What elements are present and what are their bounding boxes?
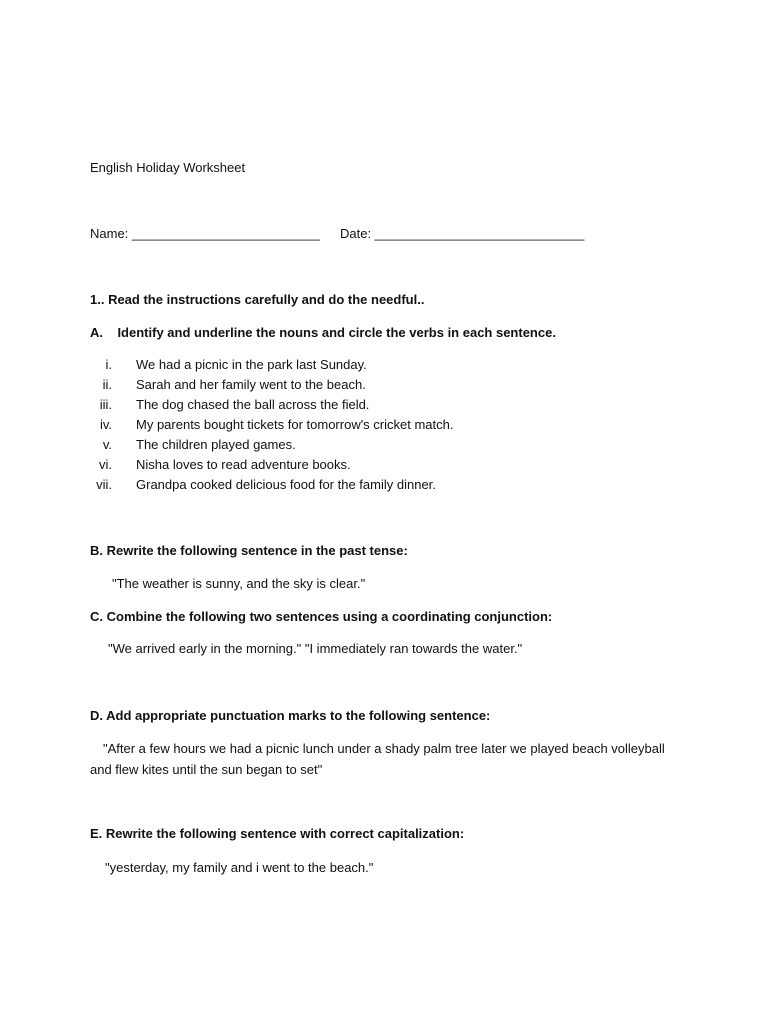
list-sentence: Sarah and her family went to the beach. bbox=[136, 377, 366, 392]
list-numeral: iii. bbox=[99, 397, 112, 412]
section-d-heading: D. Add appropriate punctuation marks to the following sentence: bbox=[90, 708, 491, 723]
list-numeral: vi. bbox=[99, 457, 112, 472]
list-sentence: We had a picnic in the park last Sunday. bbox=[136, 357, 367, 372]
list-sentence: Grandpa cooked delicious food for the family dinner. bbox=[136, 477, 436, 492]
date-field: Date: _____________________________ bbox=[340, 226, 585, 241]
list-sentence: The children played games. bbox=[136, 437, 296, 452]
list-numeral: i. bbox=[105, 357, 112, 372]
list-numeral: ii. bbox=[102, 377, 112, 392]
worksheet-title: English Holiday Worksheet bbox=[90, 160, 246, 175]
section-c-sentence: "We arrived early in the morning." "I immediately ran towards the water." bbox=[108, 641, 523, 656]
section-e-heading: E. Rewrite the following sentence with correct capitalization: bbox=[90, 826, 465, 841]
section-a-heading: A. Identify and underline the nouns and circle the verbs in each sentence. bbox=[90, 325, 556, 340]
list-numeral: iv. bbox=[99, 417, 112, 432]
name-field: Name: __________________________ bbox=[90, 226, 320, 241]
section-b-heading: B. Rewrite the following sentence in the past tense: bbox=[90, 543, 408, 558]
list-numeral: v. bbox=[102, 437, 112, 452]
list-numeral: vii. bbox=[96, 477, 112, 492]
section-e-sentence: "yesterday, my family and i went to the beach." bbox=[105, 860, 374, 875]
section-b-sentence: "The weather is sunny, and the sky is clear." bbox=[112, 576, 366, 591]
general-instruction: 1.. Read the instructions carefully and do the needful.. bbox=[90, 292, 425, 307]
list-sentence: My parents bought tickets for tomorrow's cricket match. bbox=[136, 417, 454, 432]
list-sentence: Nisha loves to read adventure books. bbox=[136, 457, 351, 472]
list-sentence: The dog chased the ball across the field. bbox=[136, 397, 370, 412]
section-c-heading: C. Combine the following two sentences using a coordinating conjunction: bbox=[90, 609, 553, 624]
section-d-sentence: "After a few hours we had a picnic lunch under a shady palm tree later we played beach volleyball and flew kites until the sun began to set" bbox=[90, 741, 665, 777]
